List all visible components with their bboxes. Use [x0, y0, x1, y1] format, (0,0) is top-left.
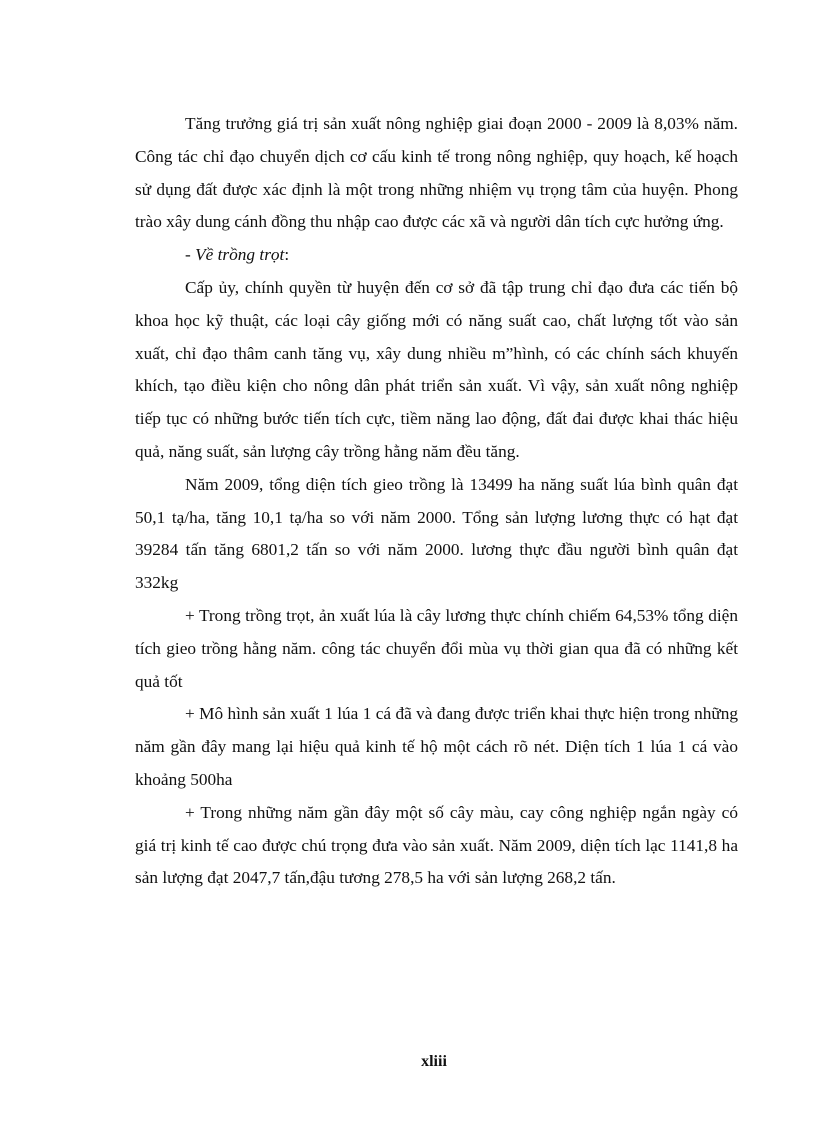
heading-crops-text: - Về trồng trọt: [185, 245, 285, 265]
paragraph-2009-output: Năm 2009, tổng diện tích gieo trồng là 13499 ha năng suất lúa bình quân đạt 50,1 tạ/ha, tăng 10,1 tạ/ha so với năm 2000. Tổng sản lượng lương thực có hạt đạt 39284 tấn tăng 6801,2 tấn so với năm 2000. lương thực đầu người bình quân đạt 332kg: [135, 474, 738, 593]
paragraph-leadership: Cấp ủy, chính quyền từ huyện đến cơ sở đã tập trung chỉ đạo đưa các tiến bộ khoa học kỹ thuật, các loại cây giống mới có năng suất cao, chất lượng tốt vào sản xuất, chỉ đạo thâm canh tăng vụ, xây dung nhiều m”hình, có các chính sách khuyến khích, tạo điều kiện cho nông dân phát triển sản xuất. Vì vậy, sản xuất nông nghiệp tiếp tục có những bước tiến tích cực, tiềm năng lao động, đất đai được khai thác hiệu quả, năng suất, sản lượng cây trồng hằng năm đều tăng.: [135, 277, 738, 461]
paragraph-cash-crops: + Trong những năm gần đây một số cây màu, cay công nghiệp ngắn ngày có giá trị kinh tế cao được chú trọng đưa vào sản xuất. Năm 2009, diện tích lạc 1141,8 ha sản lượng đạt 2047,7 tấn,đậu tương 278,5 ha với sản lượng 268,2 tấn.: [135, 802, 738, 888]
paragraph-growth: Tăng trưởng giá trị sản xuất nông nghiệp giai đoạn 2000 - 2009 là 8,03% năm. Công tác chỉ đạo chuyển dịch cơ cấu kinh tế trong nông nghiệp, quy hoạch, kế hoạch sử dụng đất được xác định là một trong những nhiệm vụ trọng tâm của huyện. Phong trào xây dung cánh đồng thu nhập cao được các xã và người dân tích cực hưởng ứng.: [135, 114, 738, 232]
heading-crops: [135, 239, 738, 272]
paragraph-rice-fish: + Mô hình sản xuất 1 lúa 1 cá đã và đang được triển khai thực hiện trong những năm gần đây mang lại hiệu quả kinh tế hộ một cách rõ nét. Diện tích 1 lúa 1 cá vào khoảng 500ha: [135, 704, 738, 789]
document-body: [135, 108, 738, 895]
paragraph-rice: + Trong trồng trọt, ản xuất lúa là cây lương thực chính chiếm 64,53% tổng diện tích gieo trồng hằng năm. công tác chuyển đổi mùa vụ thời gian qua đã có những kết quả tốt: [135, 605, 738, 691]
page-number: xliii: [421, 1053, 447, 1070]
heading-crops-colon: :: [284, 245, 290, 265]
